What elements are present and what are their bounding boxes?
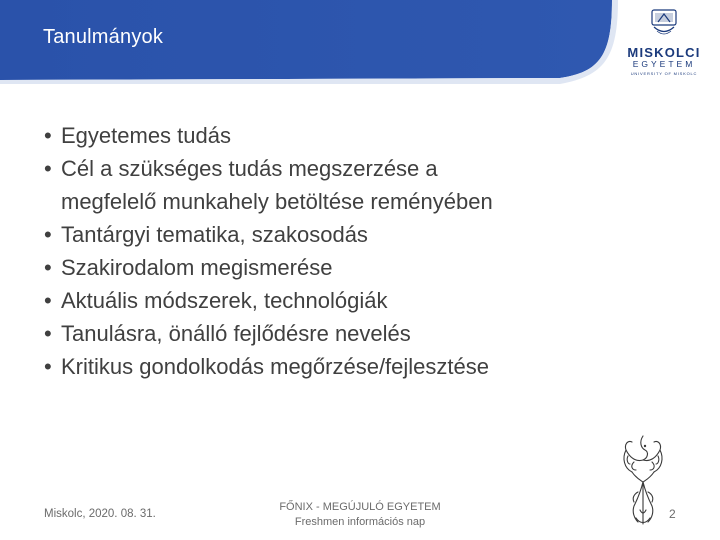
slide-title: Tanulmányok	[43, 26, 164, 48]
bullet-text: Szakirodalom megismerése	[61, 255, 333, 280]
bullet-item-continuation	[44, 185, 684, 218]
bullet-item	[44, 119, 684, 152]
bullet-dot: •	[44, 156, 52, 181]
bullet-item	[44, 350, 684, 383]
bullet-text: megfelelő munkahely betöltése reményében	[61, 189, 493, 214]
bullet-text: Cél a szükséges tudás megszerzése a	[61, 156, 438, 181]
footer-date: Miskolc, 2020. 08. 31.	[44, 508, 156, 520]
university-logo	[624, 6, 704, 80]
bullet-text: Tantárgyi tematika, szakosodás	[61, 222, 368, 247]
bullet-dot: •	[44, 123, 52, 148]
footer-center	[255, 500, 465, 530]
bullet-text: Tanulásra, önálló fejlődésre nevelés	[61, 321, 411, 346]
footer-event-title: FŐNIX - MEGÚJULÓ EGYETEM	[279, 501, 441, 513]
bullet-item	[44, 218, 684, 251]
bullet-dot: •	[44, 354, 52, 379]
bullet-text: Aktuális módszerek, technológiák	[61, 288, 388, 313]
bullet-text: Kritikus gondolkodás megőrzése/fejlesztése	[61, 354, 490, 379]
university-crest-icon	[651, 9, 677, 37]
bullet-dot: •	[44, 222, 52, 247]
bullet-item	[44, 284, 684, 317]
logo-subtitle: EGYETEM	[632, 59, 696, 69]
bullet-dot: •	[44, 321, 52, 346]
bullet-list	[44, 119, 684, 383]
bullet-dot: •	[44, 288, 52, 313]
bullet-item	[44, 152, 684, 185]
logo-tagline: UNIVERSITY OF MISKOLC	[630, 71, 698, 76]
bullet-item	[44, 317, 684, 350]
bullet-dot: •	[44, 255, 52, 280]
bullet-text: Egyetemes tudás	[61, 123, 231, 148]
bullet-item	[44, 251, 684, 284]
page-number: 2	[669, 507, 676, 521]
logo-name: MISKOLCI	[627, 45, 701, 60]
footer-event-subtitle: Freshmen információs nap	[294, 516, 426, 528]
phoenix-icon	[614, 432, 672, 530]
